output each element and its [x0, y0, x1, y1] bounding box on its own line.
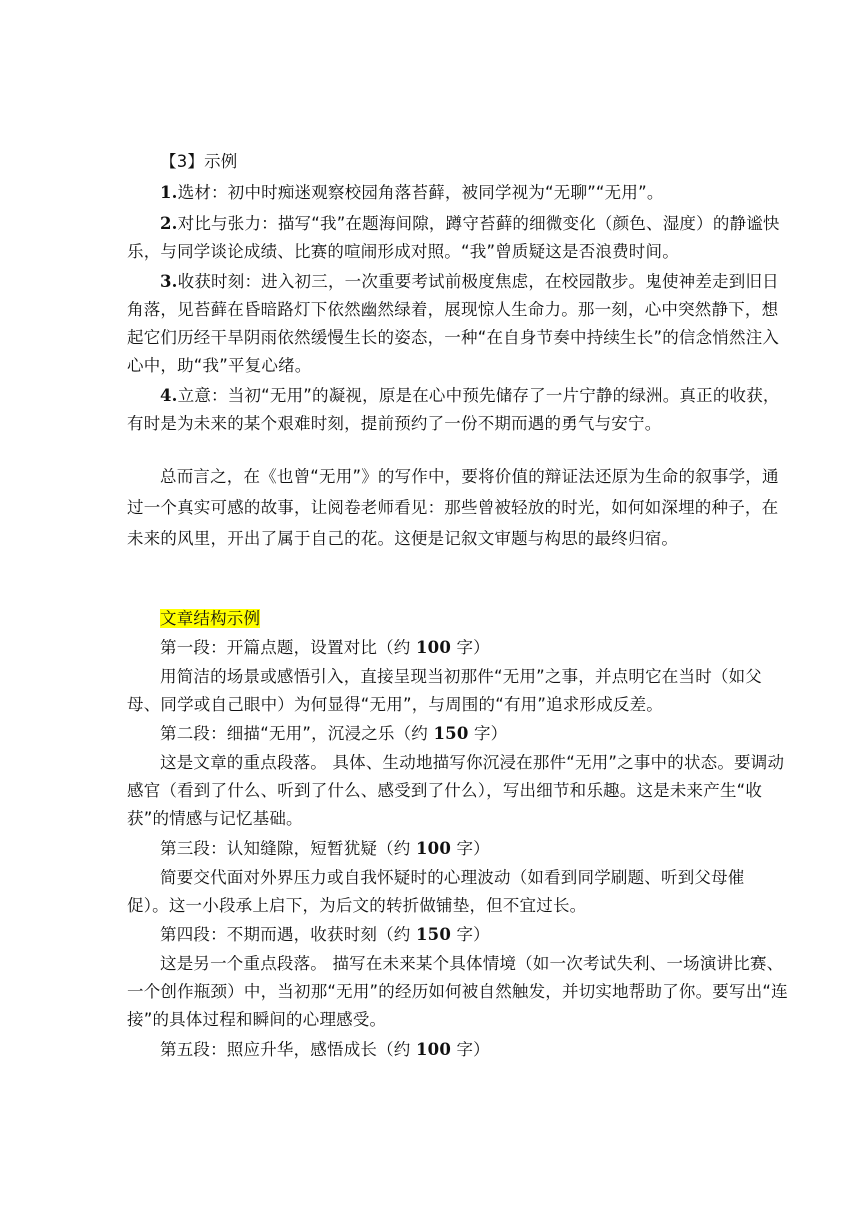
example-item-3-line-4: 心中，助“我”平复心绪。	[127, 356, 312, 375]
section-2-body-line-2: 感官（看到了什么、听到了什么、感受到了什么），写出细节和乐趣。这是未来产生“收	[127, 781, 763, 800]
example-item-1	[160, 182, 664, 204]
section-5-title	[160, 1039, 490, 1061]
example-item-3-line-2: 角落，见苔藓在昏暗路灯下依然幽然绿着，展现惊人生命力。那一刻，心中突然静下，想	[127, 300, 779, 319]
section-4-body-line-3: 接”的具体过程和瞬间的心理感受。	[127, 1010, 387, 1029]
item-text: 选材：初中时痴迷观察校园角落苔藓，被同学视为“无聊”“无用”。	[177, 183, 664, 202]
section-3-title	[160, 838, 490, 860]
example-item-4-line-2: 有时是为未来的某个艰难时刻，提前预约了一份不期而遇的勇气与安宁。	[127, 414, 662, 433]
section-title-text: 第一段：开篇点题，设置对比（约	[160, 638, 416, 657]
section-title-suffix: 字）	[468, 724, 508, 743]
section-title-text: 第二段：细描“无用”，沉浸之乐（约	[160, 724, 434, 743]
section-title-text: 第三段：认知缝隙，短暂犹疑（约	[160, 839, 416, 858]
section-word-count: 100	[415, 1040, 451, 1059]
section-title-text: 第四段：不期而遇，收获时刻（约	[160, 925, 416, 944]
example-item-2	[160, 213, 780, 235]
example-heading: 【3】示例	[160, 152, 238, 171]
section-3-body-line-1: 简要交代面对外界压力或自我怀疑时的心理波动（如看到同学刷题、听到父母催	[160, 868, 745, 887]
section-word-count: 150	[415, 925, 451, 944]
item-text: 立意：当初“无用”的凝视，原是在心中预先储存了一片宁静的绿洲。真正的收获，	[177, 386, 780, 405]
section-2-body-line-1: 这是文章的重点段落。 具体、生动地描写你沉浸在那件“无用”之事中的状态。要调动	[160, 753, 785, 772]
section-4-body-line-2: 一个创作瓶颈）中，当初那“无用”的经历如何被自然触发，并切实地帮助了你。要写出“连	[127, 982, 788, 1001]
section-4-title	[160, 924, 490, 946]
section-title-suffix: 字）	[451, 1040, 490, 1059]
section-2-body-line-3: 获”的情感与记忆基础。	[127, 809, 303, 828]
example-item-3-line-3: 起它们历经干旱阴雨依然缓慢生长的姿态，一种“在自身节奏中持续生长”的信念悄然注入	[127, 328, 780, 347]
item-text: 对比与张力：描写“我”在题海间隙，蹲守苔藓的细微变化（颜色、湿度）的静谧快	[177, 214, 780, 233]
section-1-body-line-2: 母、同学或自己眼中）为何显得“无用”，与周围的“有用”追求形成反差。	[127, 695, 663, 714]
section-word-count: 100	[415, 839, 451, 858]
example-item-3	[160, 271, 779, 293]
highlighted-heading: 文章结构示例	[160, 609, 261, 628]
section-4-body-line-1: 这是另一个重点段落。 描写在未来某个具体情境（如一次考试失利、一场演讲比赛、	[160, 954, 784, 973]
section-word-count: 150	[433, 724, 469, 743]
item-number: 3.	[160, 272, 178, 291]
summary-line-3: 未来的风里，开出了属于自己的花。这便是记叙文审题与构思的最终归宿。	[127, 529, 679, 548]
section-2-title	[160, 723, 507, 745]
section-3-body-line-2: 促）。这一小段承上启下，为后文的转折做铺垫，但不宜过长。	[127, 896, 587, 915]
summary-line-2: 过一个真实可感的故事，让阅卷老师看见：那些曾被轻放的时光，如何如深埋的种子，在	[127, 498, 779, 517]
section-title-suffix: 字）	[451, 638, 490, 657]
summary-line-1: 总而言之，在《也曾“无用”》的写作中，要将价值的辩证法还原为生命的叙事学，通	[160, 467, 779, 486]
item-text: 收获时刻：进入初三，一次重要考试前极度焦虑，在校园散步。鬼使神差走到旧日	[177, 272, 779, 291]
section-title-suffix: 字）	[451, 839, 490, 858]
structure-heading	[160, 608, 260, 630]
item-number: 2.	[160, 214, 178, 233]
example-item-2-line-2: 乐，与同学谈论成绩、比赛的喧闹形成对照。“我”曾质疑这是否浪费时间。	[127, 242, 679, 261]
example-item-4	[160, 385, 780, 407]
section-title-suffix: 字）	[451, 925, 490, 944]
section-title-text: 第五段：照应升华，感悟成长（约	[160, 1040, 416, 1059]
item-number: 1.	[160, 183, 178, 202]
section-1-title	[160, 637, 490, 659]
section-1-body-line-1: 用简洁的场景或感悟引入，直接呈现当初那件“无用”之事，并点明它在当时（如父	[160, 667, 762, 686]
item-number: 4.	[160, 386, 178, 405]
section-word-count: 100	[415, 638, 451, 657]
